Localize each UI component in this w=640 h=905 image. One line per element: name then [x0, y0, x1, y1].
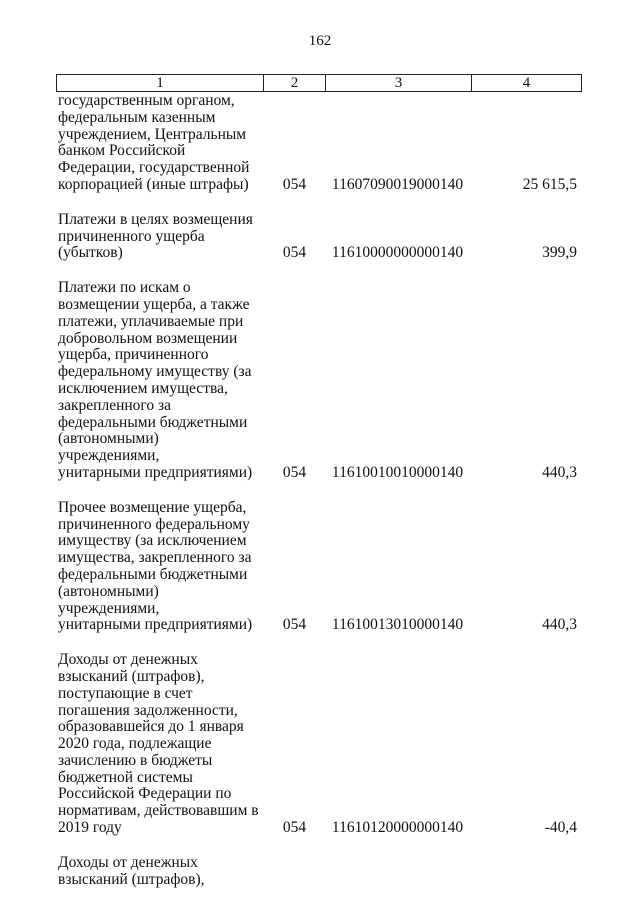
table-row — [56, 212, 579, 280]
description-line: Федерации, государственной — [58, 159, 250, 177]
row-description — [56, 500, 264, 652]
description-line: федеральному имуществу (за — [58, 363, 252, 381]
description-line: учреждением, Центральным — [58, 125, 247, 143]
table-row — [56, 652, 579, 855]
description-line: зачислению в бюджеты — [58, 751, 213, 769]
column-header-1: 1 — [57, 75, 264, 92]
amount: 440,3 — [542, 616, 577, 634]
description-line: закрепленного за — [58, 396, 172, 414]
description-line: федеральными бюджетными — [58, 413, 248, 431]
column-header-2: 2 — [264, 75, 326, 92]
budget-code — [325, 855, 470, 889]
description-line: 2020 года, подлежащие — [58, 735, 212, 753]
admin-code: 054 — [282, 175, 307, 193]
description-line: федеральным казенным — [58, 108, 216, 126]
description-line: ущерба, причиненного — [58, 346, 209, 364]
description-line: (автономными) учреждениями, — [58, 582, 160, 617]
description-line: Доходы от денежных — [58, 651, 198, 669]
description-line: имуществу (за исключением — [58, 532, 247, 550]
revenue-table — [56, 93, 579, 888]
admin-code: 054 — [282, 244, 307, 262]
admin-code: 054 — [282, 616, 307, 634]
budget-code: 11607090019000140 — [331, 175, 464, 193]
description-line: имущества, закрепленного за — [58, 549, 252, 567]
admin-code — [264, 855, 325, 889]
description-line: унитарными предприятиями) — [58, 463, 253, 481]
description-line: взысканий (штрафов), — [58, 667, 205, 685]
description-line: добровольном возмещении — [58, 329, 238, 347]
description-line: причиненного ущерба — [58, 227, 205, 245]
row-description — [56, 212, 264, 280]
table-row — [56, 280, 579, 500]
description-line: взысканий (штрафов), — [58, 870, 205, 888]
description-line: погашения задолженности, — [58, 701, 238, 719]
description-line: исключением имущества, — [58, 379, 228, 397]
description-line: возмещении ущерба, а также — [58, 295, 250, 313]
amount: -40,4 — [544, 819, 577, 837]
amount: 25 615,5 — [522, 175, 577, 193]
table-row — [56, 93, 579, 212]
amount — [470, 855, 579, 889]
budget-code: 11610000000000140 — [331, 244, 464, 262]
description-line: образовавшейся до 1 января — [58, 718, 244, 736]
amount: 399,9 — [542, 244, 577, 262]
page-number: 162 — [308, 33, 332, 49]
amount: 440,3 — [542, 463, 577, 481]
budget-code: 11610010010000140 — [331, 463, 464, 481]
description-line: корпорацией (иные штрафы) — [58, 175, 249, 193]
description-line: унитарными предприятиями) — [58, 616, 253, 634]
row-description — [56, 652, 264, 855]
description-line: нормативам, действовавшим в — [58, 802, 259, 820]
table-row — [56, 855, 579, 889]
description-line: 2019 году — [58, 819, 122, 837]
budget-code: 11610013010000140 — [331, 616, 464, 634]
row-description — [56, 280, 264, 500]
description-line: банком Российской — [58, 142, 186, 160]
description-line: Доходы от денежных — [58, 853, 198, 871]
column-header-4: 4 — [472, 75, 582, 92]
row-description — [56, 855, 264, 889]
description-line: Прочее возмещение ущерба, — [58, 498, 247, 516]
description-line: платежи, уплачиваемые при — [58, 312, 244, 330]
description-line: бюджетной системы — [58, 768, 193, 786]
description-line: Российской Федерации по — [58, 785, 232, 803]
table-row — [56, 500, 579, 652]
admin-code: 054 — [282, 819, 307, 837]
admin-code: 054 — [282, 463, 307, 481]
column-header-3: 3 — [326, 75, 472, 92]
description-line: государственным органом, — [58, 92, 235, 109]
description-line: поступающие в счет — [58, 684, 193, 702]
row-description — [56, 93, 264, 212]
description-line: федеральными бюджетными — [58, 565, 248, 583]
budget-code: 11610120000000140 — [331, 819, 464, 837]
description-line: причиненного федеральному — [58, 515, 250, 533]
table-header — [56, 74, 582, 92]
description-line: (убытков) — [58, 244, 123, 262]
description-line: Платежи по искам о — [58, 279, 191, 297]
description-line: (автономными) учреждениями, — [58, 430, 160, 465]
description-line: Платежи в целях возмещения — [58, 210, 253, 228]
